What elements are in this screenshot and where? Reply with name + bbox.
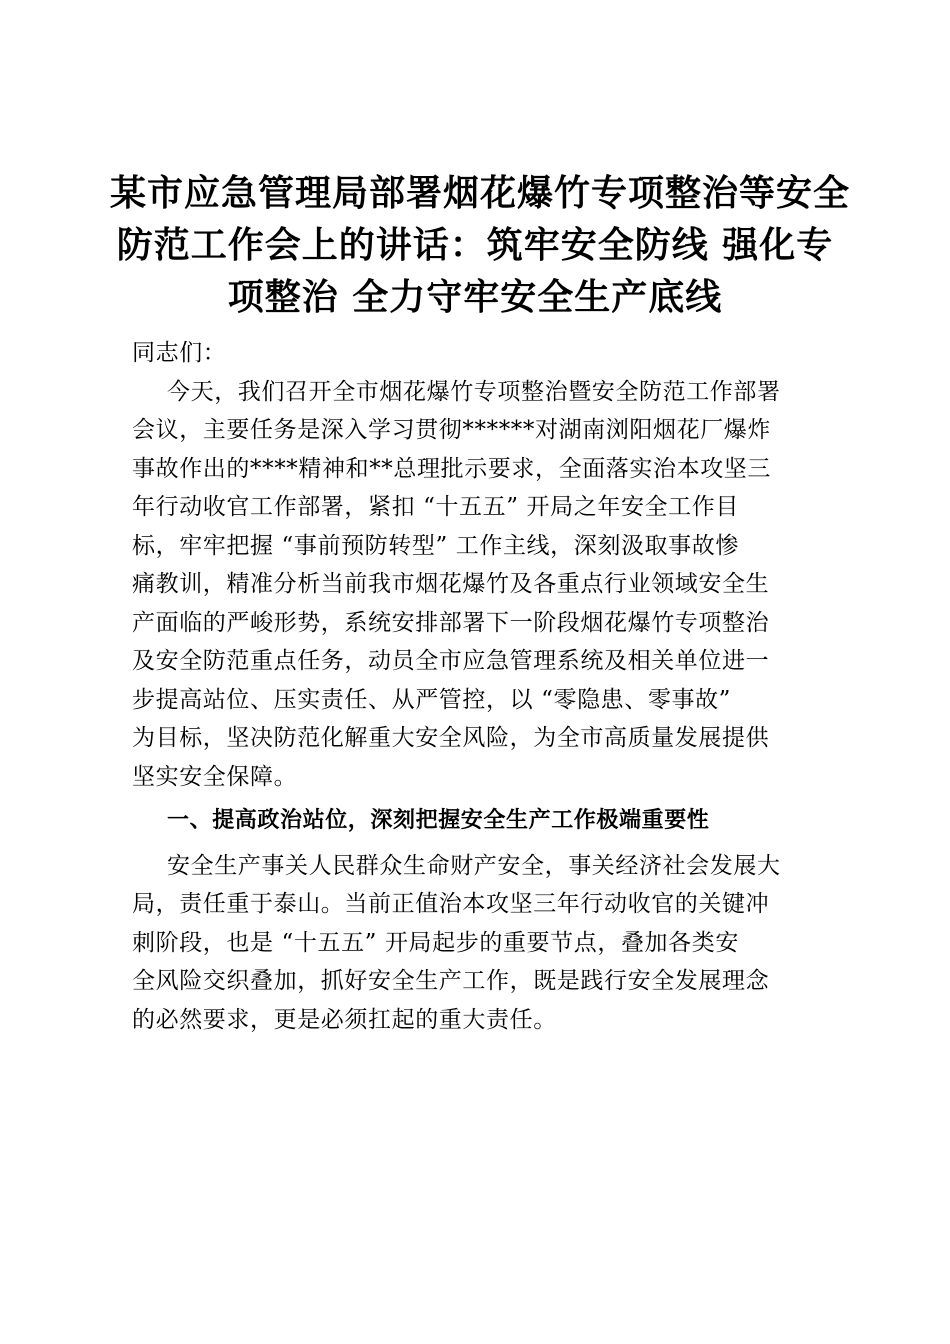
paragraph-line: 刺阶段，也是 “十五五” 开局起步的重要节点，叠加各类安	[132, 929, 739, 956]
paragraph-line: 会议，主要任务是深入学习贯彻******对湖南浏阳烟花厂爆炸	[132, 417, 771, 443]
paragraph-line: 事故作出的****精神和**总理批示要求，全面落实治本攻坚三	[132, 455, 771, 482]
paragraph-line: 痛教训，精准分析当前我市烟花爆竹及各重点行业领域安全生	[132, 571, 770, 597]
paragraph-line: 安全生产事关人民群众生命财产安全，事关经济社会发展大	[167, 852, 781, 879]
title-line: 项整治 全力守牢安全生产底线	[227, 277, 723, 318]
document-body	[132, 334, 822, 1039]
section-heading: 一、提高政治站位，深刻把握安全生产工作极端重要性	[167, 808, 710, 833]
title-line: 某市应急管理局部署烟花爆竹专项整治等安全	[110, 173, 851, 214]
paragraph-line: 步提高站位、压实责任、从严管控，以 “零隐患、零事故”	[132, 686, 732, 713]
paragraph-line: 标，牢牢把握 “事前预防转型” 工作主线，深刻汲取事故惨	[132, 532, 739, 559]
paragraph-line: 产面临的严峻形势，系统安排部署下一阶段烟花爆竹专项整治	[132, 609, 770, 636]
paragraph-line: 全风险交织叠加，抓好安全生产工作，既是践行安全发展理念	[132, 968, 770, 994]
paragraph-line: 今天，我们召开全市烟花爆竹专项整治暨安全防范工作部署	[167, 378, 781, 405]
paragraph-line: 局，责任重于泰山。当前正值治本攻坚三年行动收官的关键冲	[132, 891, 770, 917]
paragraph-section1	[132, 847, 822, 1040]
title-line: 防范工作会上的讲话：筑牢安全防线 强化专	[116, 225, 834, 266]
document-title	[110, 168, 851, 324]
paragraph-line: 及安全防范重点任务，动员全市应急管理系统及相关单位进一	[132, 648, 770, 674]
paragraph-line: 的必然要求，更是必须扛起的重大责任。	[132, 1006, 557, 1033]
paragraph-intro	[132, 373, 822, 797]
paragraph-line: 年行动收官工作部署，紧扣 “十五五” 开局之年安全工作目	[132, 494, 739, 520]
paragraph-line: 为目标，坚决防范化解重大安全风险，为全市高质量发展提供	[132, 725, 770, 751]
salutation: 同志们：	[132, 340, 227, 366]
paragraph-line: 坚实安全保障。	[132, 763, 298, 790]
